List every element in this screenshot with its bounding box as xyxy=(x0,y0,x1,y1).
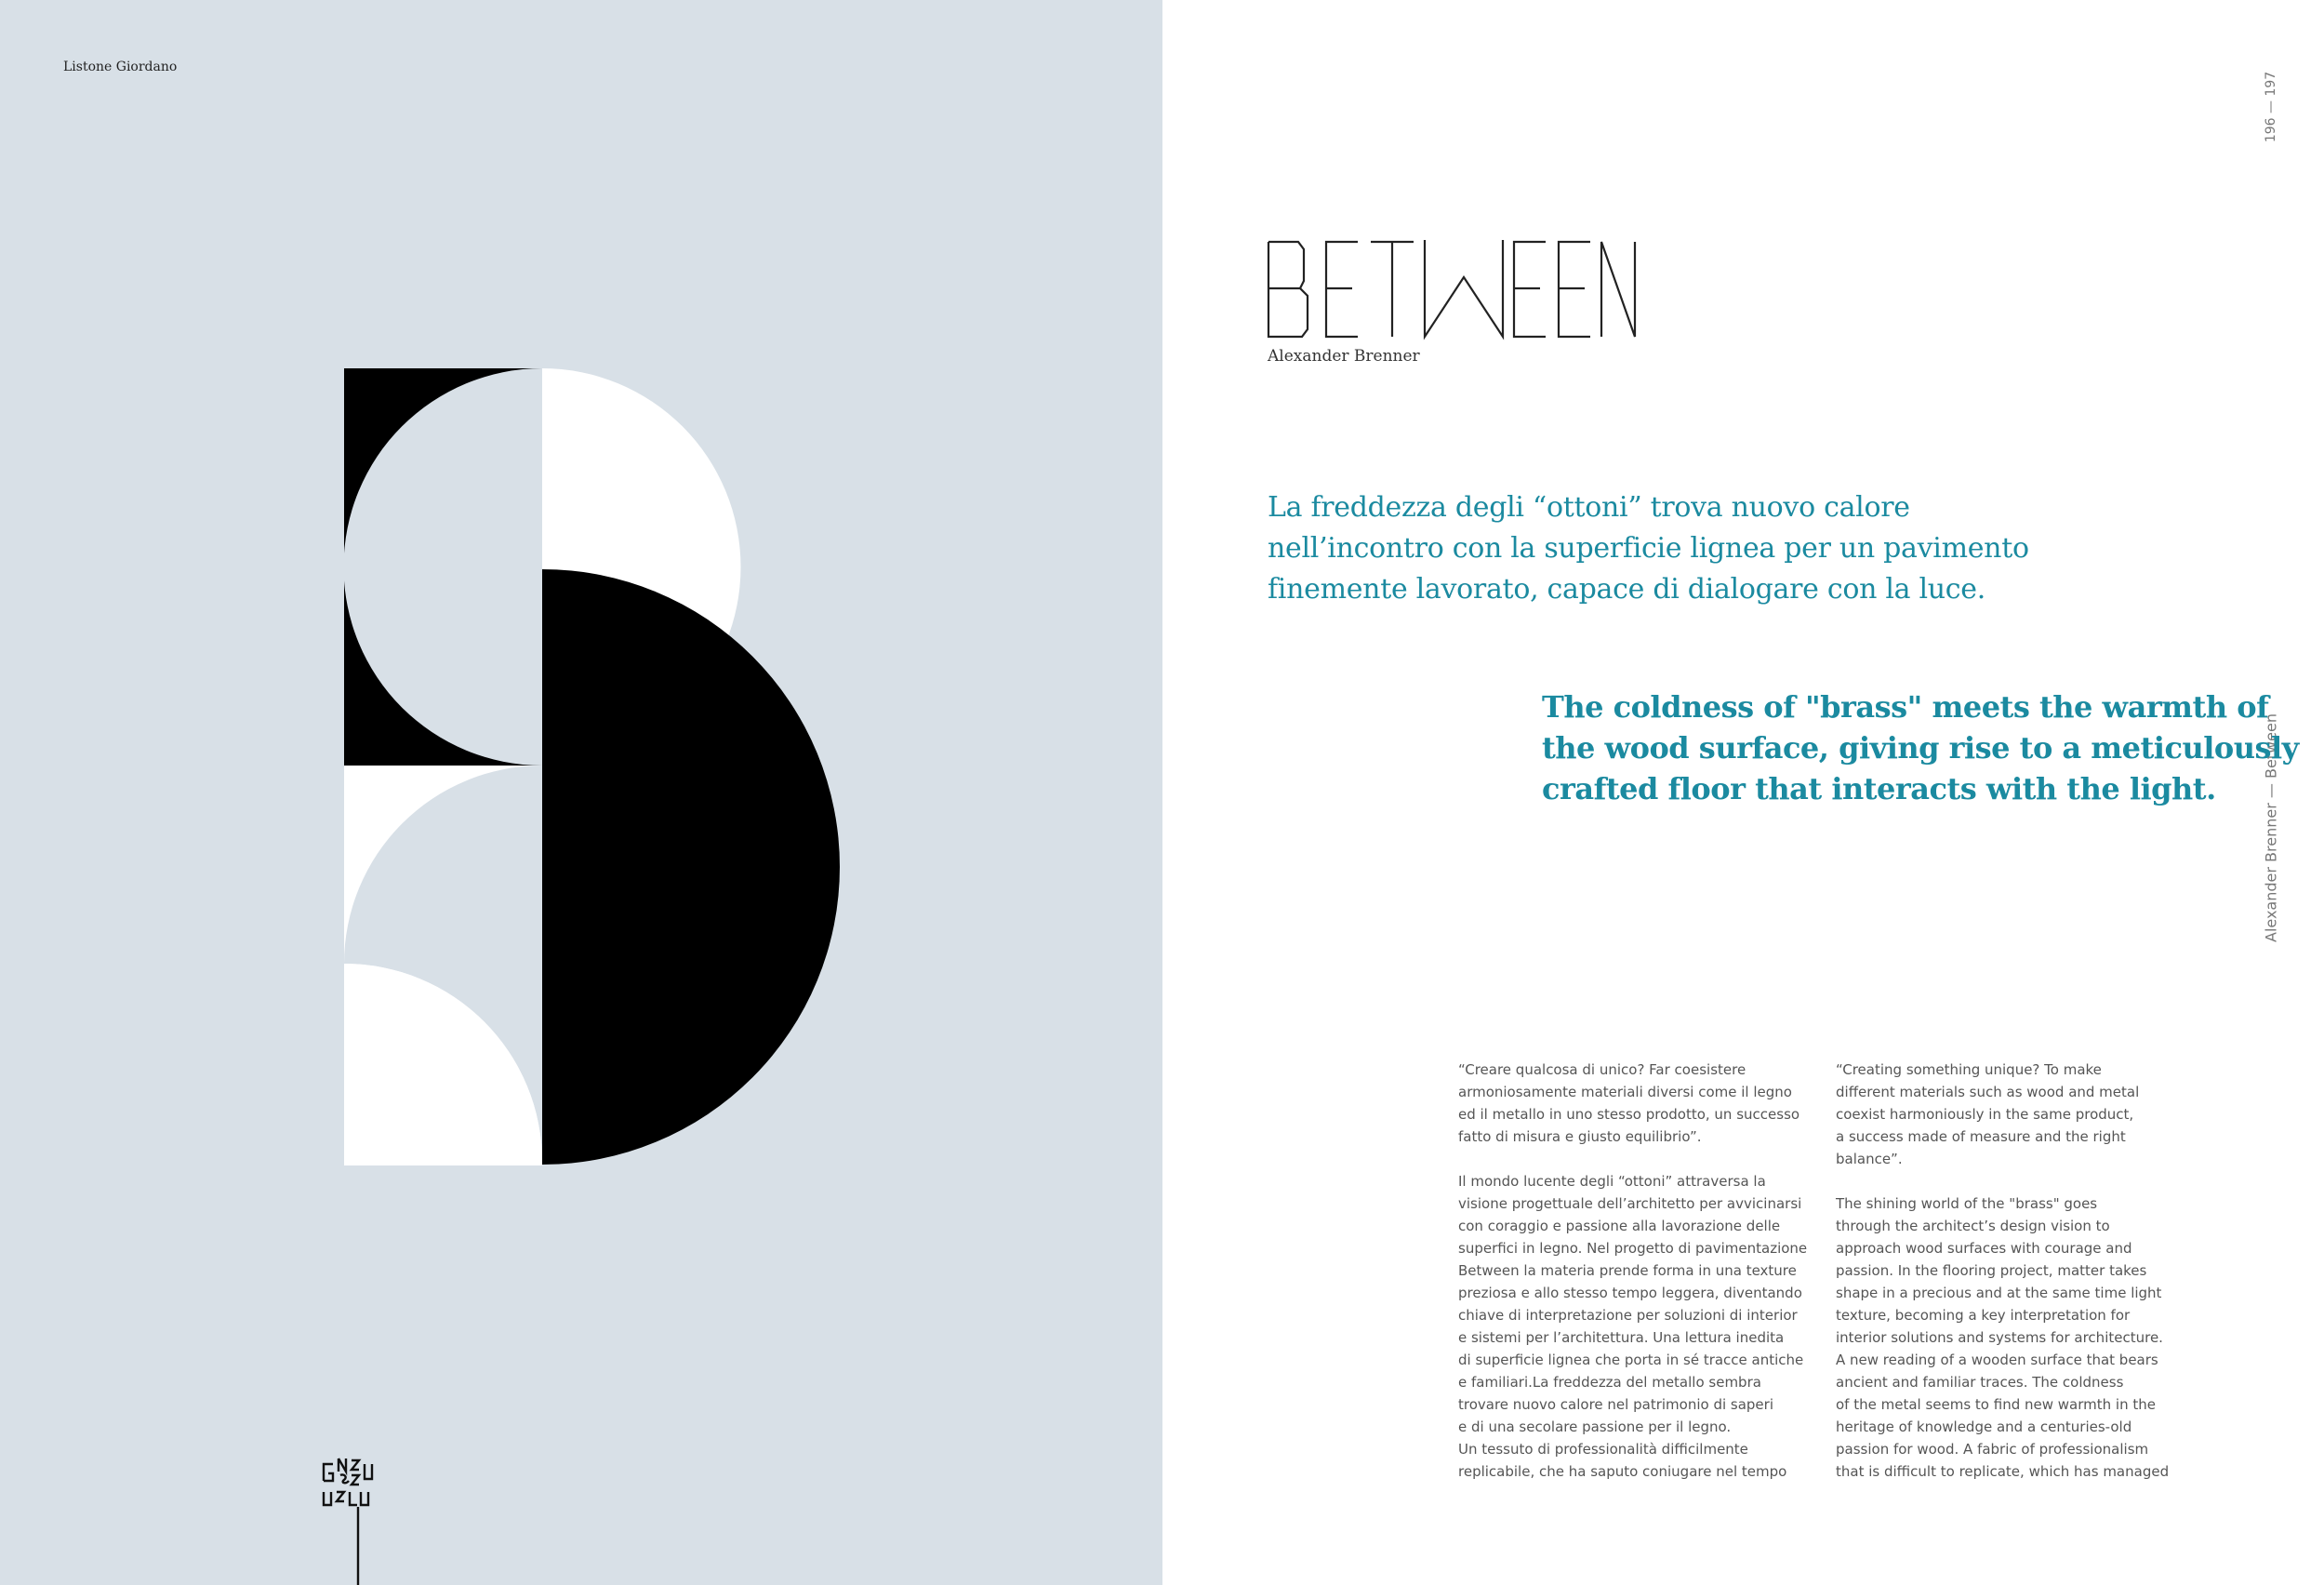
paragraph: Il mondo lucente degli “ottoni” attraversa la visione progettuale dell’architetto per avvicinarsi con coraggio e passione alla lavorazione delle superfici in legno. Nel progetto di pavimentazione Between la materia prende forma in una texture preziosa e allo stesso tempo leggera, diventando chiave di interpretazione per soluzioni di interior e sistemi per l’architettura. Una lettura inedita di superficie lignea che porta in sé tracce antiche e familiari.La freddezza del metallo sembra trovare nuovo calore nel patrimonio di saperi e di una secolare passione per il legno. Un tessuto di professionalità difficilmente replicabile, che ha saputo coniugare nel tempo xyxy=(1458,1173,1808,1480)
gessi-lana-logo xyxy=(316,1451,400,1585)
lead-italian: La freddezza degli “ottoni” trova nuovo calore nell’incontro con la superficie lignea per un pavimento finemente lavorato, capace di dialogare con la luce. xyxy=(1268,491,2029,606)
black-half-circle-large xyxy=(542,569,840,1165)
lead-english: The coldness of "brass" meets the warmth of the wood surface, giving rise to a meticulously crafted floor that interacts with the light. xyxy=(1542,689,2299,806)
paragraph: “Creating something unique? To make different materials such as wood and metal coexist harmoniously in the same product, a success made of measure and the right balance”. xyxy=(1836,1061,2140,1167)
geometric-b-graphic xyxy=(344,368,846,1168)
brand-name: Listone Giordano xyxy=(63,60,178,74)
paragraph: “Creare qualcosa di unico? Far coesistere armoniosamente materiali diversi come il legno ed il metallo in uno stesso prodotto, un successo fatto di misura e giusto equilibrio”. xyxy=(1458,1061,1800,1145)
page-numbers: 196 — 197 xyxy=(2264,71,2278,143)
page-title xyxy=(1267,240,1639,342)
paragraph: The shining world of the "brass" goes through the architect’s design vision to approach wood surfaces with courage and passion. In the flooring project, matter takes shape in a precious and at the same time light texture, becoming a key interpretation for interior solutions and systems for architecture. A new reading of a wooden surface that bears ancient and familiar traces. The coldness of the metal seems to find new warmth in the heritage of knowledge and a centuries-old passion for wood. A fabric of professionalism that is difficult to replicate, which has managed xyxy=(1836,1195,2170,1480)
side-credit: Alexander Brenner — Between xyxy=(2262,713,2280,942)
right-page xyxy=(1162,0,2324,1585)
body-column-italian xyxy=(1458,1059,1830,1505)
author-name: Alexander Brenner xyxy=(1268,347,1420,366)
body-column-english xyxy=(1836,1059,2208,1505)
